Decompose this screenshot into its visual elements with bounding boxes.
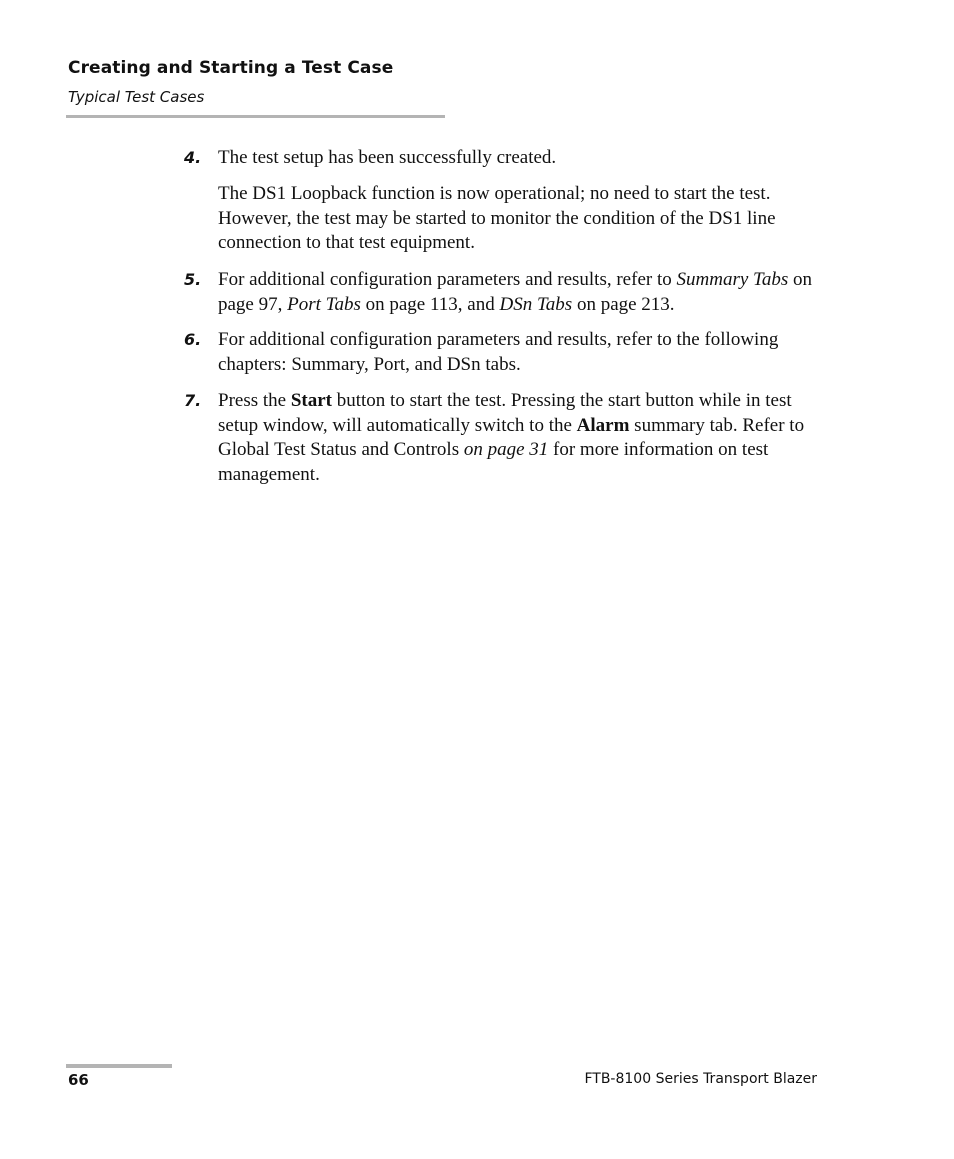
step-number: 6. [184,330,202,349]
step-number: 4. [184,148,202,167]
page-number: 66 [68,1071,89,1089]
header-divider [66,115,445,118]
section-subtitle: Typical Test Cases [68,88,205,106]
step-text: The test setup has been successfully created. [218,147,557,168]
step-text: For additional configuration parameters and results, refer to the following chapters: Summary, Port, and DSn tabs. [218,329,779,375]
step-text-part: summary tab. Refer to Global Test Status and Controls [218,414,805,461]
section-title: Creating and Starting a Test Case [68,58,394,78]
alarm-tab-label: Alarm [576,414,630,436]
step-text [218,389,828,488]
start-button-label: Start [290,390,332,411]
step-number: 5. [184,270,202,289]
step-text-part: For additional configuration parameters and results, refer to [218,269,677,290]
summary-tabs-reference: Summary Tabs [676,269,789,290]
step-text [218,268,828,317]
step-text-part: on page 113, and [360,293,500,315]
footer-divider [66,1064,172,1068]
step-note: The DS1 Loopback function is now operational; no need to start the test. However, the test may be started to monitor the condition of the DS1 line connection to that test equipment. [218,183,776,254]
step-text-part: on page 97, [218,269,812,315]
step-text-part: button to start the test. Pressing the start button while in test setup window, will automatically switch to the [218,390,792,436]
step-text-part: Press the [218,390,291,411]
dsn-tabs-reference: DSn Tabs [499,293,573,315]
port-tabs-reference: Port Tabs [287,293,361,315]
product-name: FTB-8100 Series Transport Blazer [584,1071,817,1087]
step-number: 7. [184,391,202,410]
step-text-part: on page 213. [572,293,675,315]
step-text-part: for more information on test management. [218,439,769,486]
page-reference: on page 31 [463,439,549,461]
